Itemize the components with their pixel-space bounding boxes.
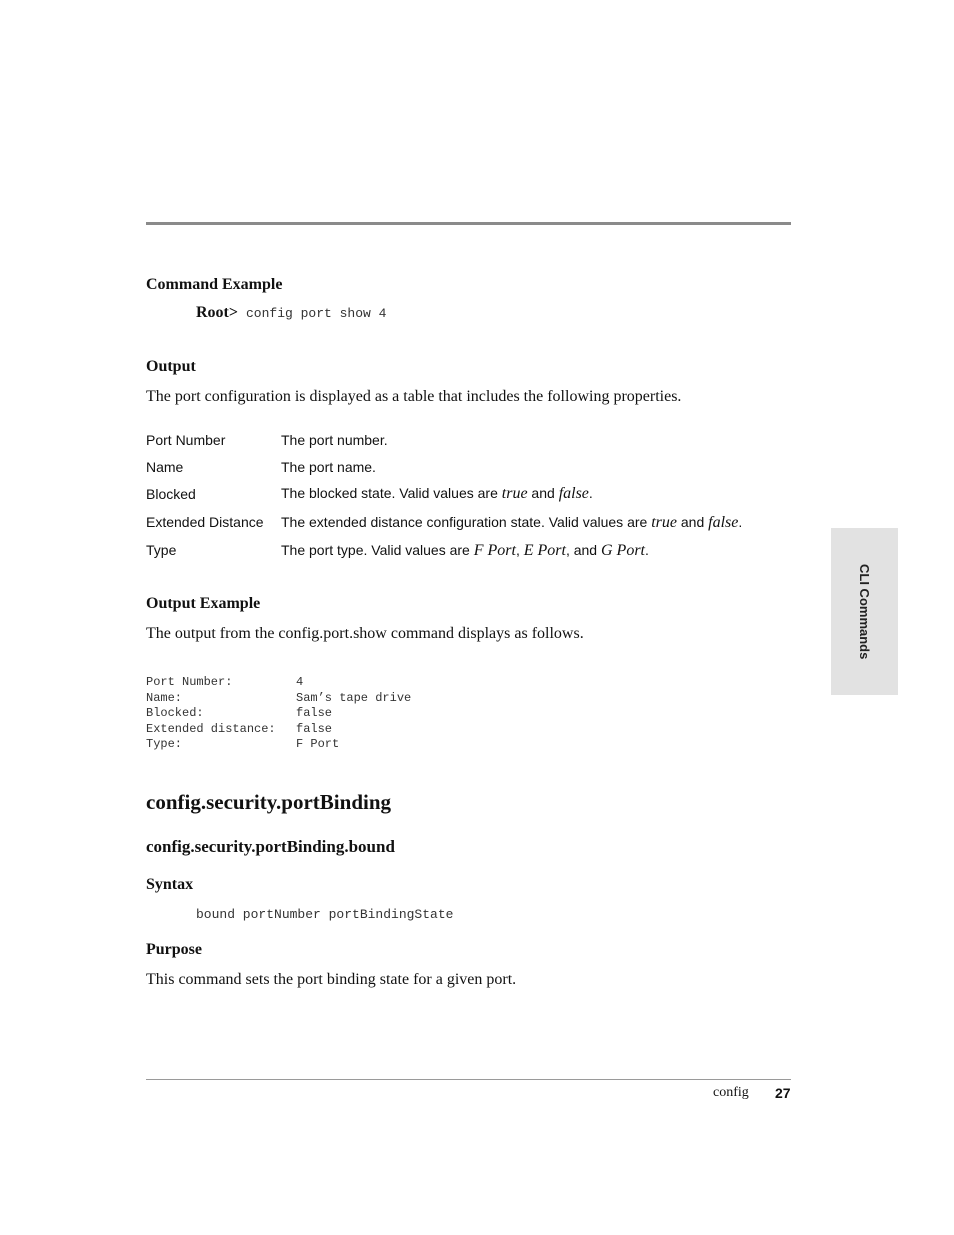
command-text: config port show 4 <box>246 306 387 321</box>
property-name: Type <box>146 542 177 558</box>
output-example-heading: Output Example <box>146 595 261 612</box>
output-row-value: Sam’s tape drive <box>296 691 412 705</box>
output-example-intro: The output from the config.port.show command displays as follows. <box>146 625 584 642</box>
footer-section-name: config <box>713 1085 749 1100</box>
output-row-label: Type: <box>146 737 183 751</box>
output-row-label: Name: <box>146 691 183 705</box>
page-number: 27 <box>775 1085 791 1101</box>
output-row-label: Port Number: <box>146 675 233 689</box>
property-name: Name <box>146 459 184 475</box>
output-heading: Output <box>146 358 196 375</box>
property-name: Blocked <box>146 486 196 502</box>
syntax-line: bound portNumber portBindingState <box>196 907 454 922</box>
command-prompt: Root> <box>196 304 238 321</box>
output-row-value: false <box>296 706 333 720</box>
output-row-value: F Port <box>296 737 340 751</box>
property-name: Extended Distance <box>146 514 264 530</box>
section-title: config.security.portBinding <box>146 790 392 814</box>
property-description: The port name. <box>281 459 376 475</box>
output-intro: The port configuration is displayed as a table that includes the following properties. <box>146 388 682 405</box>
subsection-title: config.security.portBinding.bound <box>146 837 395 856</box>
property-description: The blocked state. Valid values are true and false. <box>281 485 593 502</box>
output-row-value: false <box>296 722 333 736</box>
property-description: The port type. Valid values are F Port, E Port, and G Port. <box>281 542 649 559</box>
output-row-label: Blocked: <box>146 706 204 720</box>
property-description: The port number. <box>281 432 388 448</box>
command-example-heading: Command Example <box>146 276 283 293</box>
side-tab-label: CLI Commands <box>857 563 872 660</box>
purpose-heading: Purpose <box>146 941 202 958</box>
top-rule <box>146 222 791 225</box>
property-name: Port Number <box>146 432 226 448</box>
syntax-heading: Syntax <box>146 876 194 893</box>
side-tab-label-container <box>831 528 898 695</box>
output-row-value: 4 <box>296 675 304 689</box>
command-example-line <box>196 304 386 322</box>
property-description: The extended distance configuration state. Valid values are true and false. <box>281 514 743 531</box>
purpose-text: This command sets the port binding state for a given port. <box>146 971 517 988</box>
footer-rule <box>146 1079 791 1080</box>
output-row-label: Extended distance: <box>146 722 276 736</box>
